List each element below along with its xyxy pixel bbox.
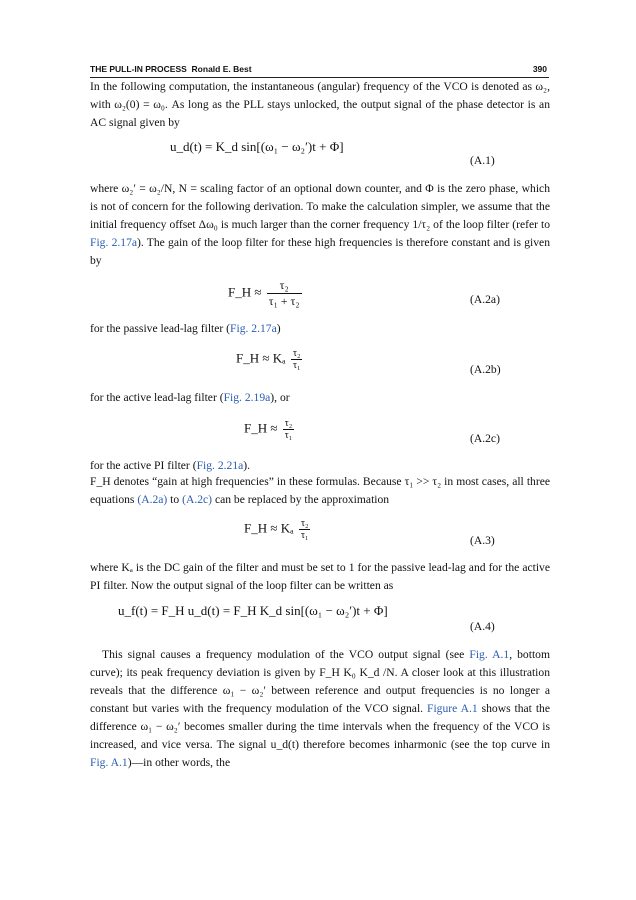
eq-a3-numerator: τ₂ — [300, 518, 309, 529]
eq-a2b-numerator: τ₂ — [292, 348, 301, 359]
eq-a2c-denominator: τ₁ — [284, 430, 293, 441]
eq-a2a-numerator: τ₂ — [279, 278, 289, 292]
p4-text-a: for the active lead-lag filter ( — [90, 391, 224, 404]
header-title — [90, 64, 252, 74]
p2-text-b: ). The gain of the loop filter for these high frequencies is therefore constant and is given by — [90, 236, 550, 267]
p5-text-b: ). — [243, 459, 251, 472]
equation-a2c — [244, 418, 296, 441]
equation-a2b-number: (A.2b) — [470, 363, 501, 376]
p4-text-b: ), or — [270, 391, 290, 404]
p8-text-b: , bottom curve); its peak frequency deviation is given by F_H K₀ K_d /N. A closer look at this illustration reveals that the difference ω₁ − ω₂′ between reference and output frequencies is no longer a constant but varies with the frequency modulation of the VCO signal. — [90, 648, 550, 715]
eq-a2c-fraction — [283, 418, 295, 441]
p6-text-a: F_H denotes “gain at high frequencies” in these formulas. Because τ₁ >> τ₂ in most cases, all three equations — [90, 475, 550, 506]
equation-a1-number: (A.1) — [470, 154, 495, 167]
running-header — [90, 64, 547, 78]
header-title-text: THE PULL-IN PROCESS — [90, 64, 187, 74]
equation-a1: u_d(t) = K_d sin[(ω₁ − ω₂′)t + Φ] — [170, 139, 344, 154]
page-number: 390 — [532, 64, 547, 74]
link-eq-a2c[interactable]: (A.2c) — [182, 493, 213, 506]
p2-text-a: where ω₂′ = ω₂/N, N = scaling factor of an optional down counter, and Φ is the zero phase, which is not of concern for the following derivation. To make the calculation simpler, we assume that the initial frequency offset Δω₀ is much larger than the corner frequency 1/τ₂ of the loop filter (refer to — [90, 182, 550, 231]
eq-a3-denominator: τ₁ — [300, 530, 309, 541]
link-fig-a1[interactable]: Fig. A.1 — [469, 648, 510, 661]
equation-a4: u_f(t) = F_H u_d(t) = F_H K_d sin[(ω₁ − ω₂′)t + Φ] — [118, 603, 388, 618]
link-fig-2-17a-b[interactable]: Fig. 2.17a — [230, 322, 277, 335]
p8-text-a: This signal causes a frequency modulation of the VCO output signal (see — [102, 648, 470, 661]
equation-a2a — [228, 278, 304, 309]
paragraph-8 — [90, 646, 550, 772]
eq-a2c-numerator: τ₂ — [284, 418, 293, 429]
p3-text-a: for the passive lead-lag filter ( — [90, 322, 231, 335]
link-fig-2-17a[interactable]: Fig. 2.17a — [90, 236, 138, 249]
p6-text-mid: to — [167, 493, 183, 506]
p8-text-c: shows that the difference ω₁ − ω₂′ becomes smaller during the time intervals when the frequency of the VCO is increased, and vice versa. The signal u_d(t) therefore becomes inharmonic (see the top curve in — [90, 702, 550, 751]
paragraph-4 — [90, 389, 550, 407]
p6-text-b: can be replaced by the approximation — [212, 493, 390, 506]
equation-a2a-number: (A.2a) — [470, 293, 500, 306]
link-fig-a1-b[interactable]: Fig. A.1 — [90, 756, 128, 769]
eq-a3-fraction — [299, 518, 311, 541]
paragraph-6 — [90, 473, 550, 509]
eq-a2a-fraction — [267, 278, 302, 309]
header-author: Ronald E. Best — [191, 64, 252, 74]
equation-a4-number: (A.4) — [470, 620, 495, 633]
eq-a3-lhs: F_H ≈ Kₐ — [244, 520, 294, 536]
paragraph-2 — [90, 180, 550, 270]
equation-a2c-number: (A.2c) — [470, 432, 500, 445]
eq-a2c-lhs: F_H ≈ — [244, 420, 278, 436]
paragraph-3 — [90, 320, 550, 338]
eq-a2a-denominator: τ₁ + τ₂ — [268, 294, 300, 308]
eq-a2b-lhs: F_H ≈ Kₐ — [236, 350, 286, 366]
paragraph-7: where Kₐ is the DC gain of the filter and must be set to 1 for the passive lead-lag and for the active PI filter. Now the output signal of the loop filter can be written as — [90, 561, 550, 592]
p5-text-a: for the active PI filter ( — [90, 459, 197, 472]
eq-a2a-lhs: F_H ≈ — [228, 284, 262, 300]
equation-a3-number: (A.3) — [470, 534, 495, 547]
paragraph-1: In the following computation, the instantaneous (angular) frequency of the VCO is denoted as ω₂, with ω₂(0) = ω₀. As long as the PLL stays unlocked, the output signal of the phase detector is an AC signal given by — [90, 80, 550, 129]
link-figure-a1[interactable]: Figure A.1 — [427, 702, 478, 715]
p8-text-d: )—in other words, the — [127, 756, 231, 769]
p3-text-b: ) — [276, 322, 281, 335]
equation-a2b — [236, 348, 304, 371]
link-fig-2-19a[interactable]: Fig. 2.19a — [223, 391, 271, 404]
eq-a2b-fraction — [291, 348, 303, 371]
equation-a3 — [244, 518, 312, 541]
eq-a2b-denominator: τ₁ — [292, 360, 301, 371]
link-fig-2-21a[interactable]: Fig. 2.21a — [196, 459, 244, 472]
link-eq-a2a[interactable]: (A.2a) — [137, 493, 168, 506]
